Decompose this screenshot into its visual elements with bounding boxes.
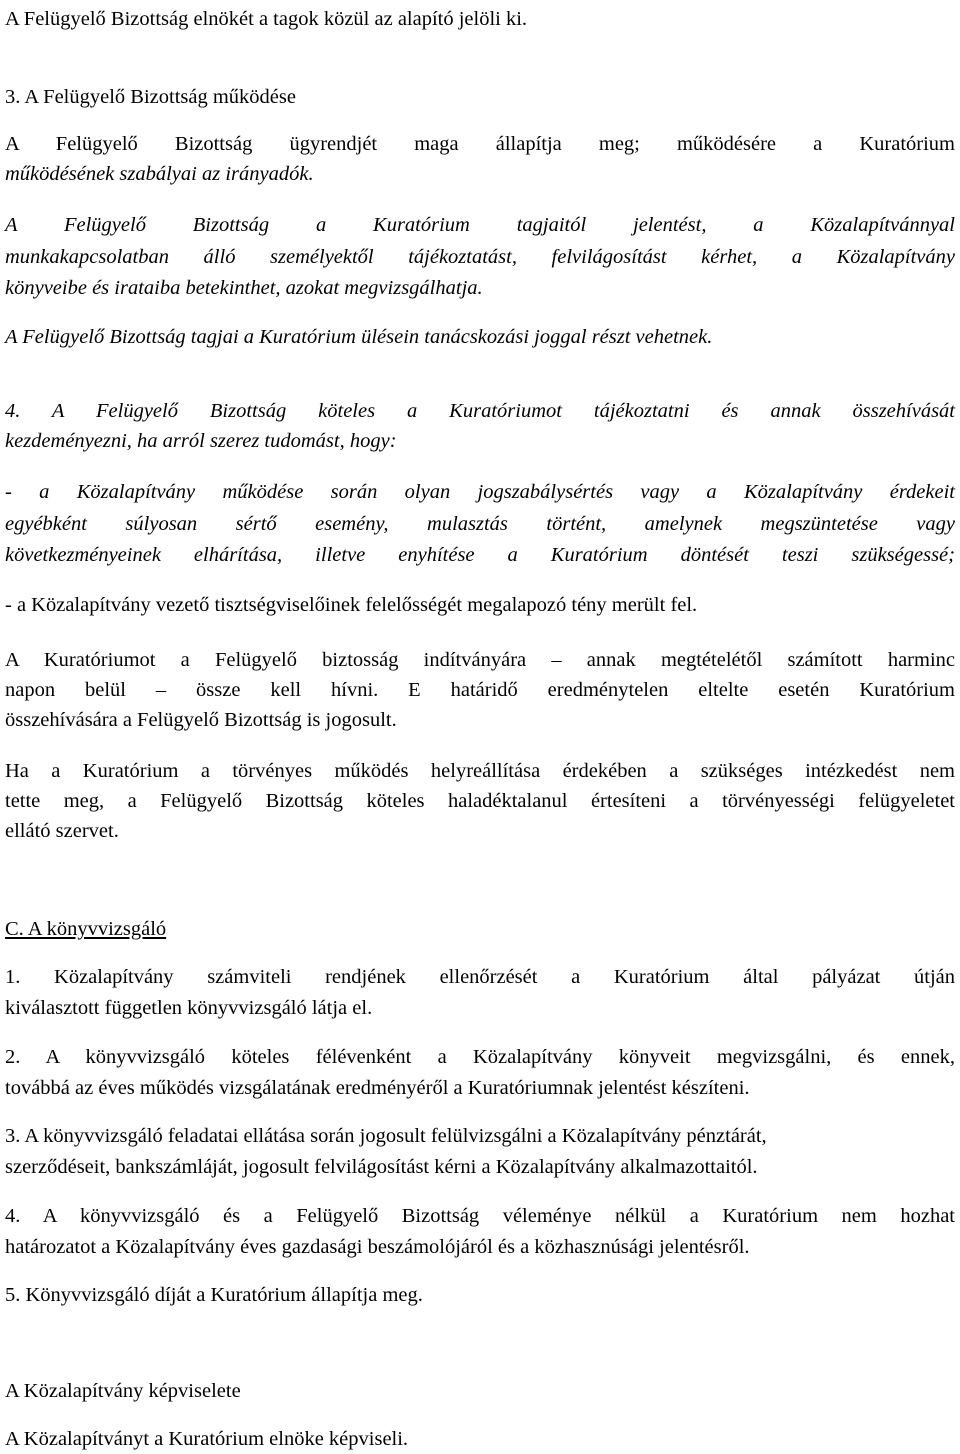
text-line-15: A Kuratóriumot a Felügyelő biztosság indítványára – annak megtételétől számított harminc xyxy=(5,649,955,671)
text-line-10: kezdeményezni, ha arról szerez tudomást, hogy: xyxy=(5,430,397,452)
text-line-30: 5. Könyvvizsgáló díját a Kuratórium állapítja meg. xyxy=(5,1284,423,1306)
text-line-17: összehívására a Felügyelő Bizottság is jogosult. xyxy=(5,709,397,731)
text-line-5: A Felügyelő Bizottság a Kuratórium tagjaitól jelentést, a Közalapítvánnyal xyxy=(5,214,955,236)
text-line-19: tette meg, a Felügyelő Bizottság köteles haladéktalanul értesíteni a törvényességi felügyeletet xyxy=(5,790,955,812)
text-line-13: következményeinek elhárítása, illetve enyhítése a Kuratórium döntését teszi szükségessé; xyxy=(5,544,955,566)
text-line-18: Ha a Kuratórium a törvényes működés helyreállítása érdekében a szükséges intézkedést nem xyxy=(5,760,955,782)
text-line-26: 3. A könyvvizsgáló feladatai ellátása során jogosult felülvizsgálni a Közalapítvány pénztárát, xyxy=(5,1125,767,1147)
text-line-22: 1. Közalapítvány számviteli rendjének ellenőrzését a Kuratórium által pályázat útján xyxy=(5,966,955,988)
text-line-20: ellátó szervet. xyxy=(5,820,119,842)
text-line-3: A Felügyelő Bizottság ügyrendjét maga állapítja meg; működésére a Kuratórium xyxy=(5,133,955,155)
text-line-24: 2. A könyvvizsgáló köteles félévenként a Közalapítvány könyveit megvizsgálni, és ennek, xyxy=(5,1046,955,1068)
text-line-7: könyveibe és irataiba betekinthet, azokat megvizsgálhatja. xyxy=(5,277,483,299)
text-line-25: továbbá az éves működés vizsgálatának eredményéről a Kuratóriumnak jelentést készíteni. xyxy=(5,1077,750,1099)
text-line-28: 4. A könyvvizsgáló és a Felügyelő Bizottság véleménye nélkül a Kuratórium nem hozhat xyxy=(5,1205,955,1227)
text-line-23: kiválasztott független könyvvizsgáló látja el. xyxy=(5,997,373,1019)
text-line-6: munkakapcsolatban álló személyektől tájékoztatást, felvilágosítást kérhet, a Közalapítvány xyxy=(5,246,955,268)
text-line-29: határozatot a Közalapítvány éves gazdasági beszámolójáról és a közhasznúsági jelentésről. xyxy=(5,1236,750,1258)
text-line-14: - a Közalapítvány vezető tisztségviselőinek felelősségét megalapozó tény merült fel. xyxy=(5,594,698,616)
text-line-1: A Felügyelő Bizottság elnökét a tagok közül az alapító jelöli ki. xyxy=(5,8,528,30)
text-line-12: egyébként súlyosan sértő esemény, mulasztás történt, amelynek megszüntetése vagy xyxy=(5,513,955,535)
section-heading-3: 3. A Felügyelő Bizottság működése xyxy=(5,86,296,108)
text-line-8: A Felügyelő Bizottság tagjai a Kuratórium ülésein tanácskozási joggal részt vehetnek. xyxy=(5,326,713,348)
section-title-auditor: C. A könyvvizsgáló xyxy=(5,918,167,940)
text-line-27: szerződéseit, bankszámláját, jogosult felvilágosítást kérni a Közalapítvány alkalmazottaitól. xyxy=(5,1156,758,1178)
section-title-representation: A Közalapítvány képviselete xyxy=(5,1380,241,1402)
section-heading-4: 4. A Felügyelő Bizottság köteles a Kuratóriumot tájékoztatni és annak összehívását xyxy=(5,400,955,422)
text-line-32: A Közalapítványt a Kuratórium elnöke képviseli. xyxy=(5,1428,409,1450)
text-line-4: működésének szabályai az irányadók. xyxy=(5,163,314,185)
text-line-11: - a Közalapítvány működése során olyan jogszabálysértés vagy a Közalapítvány érdekeit xyxy=(5,481,955,503)
text-line-16: napon belül – össze kell hívni. E határidő eredménytelen eltelte esetén Kuratórium xyxy=(5,679,955,701)
